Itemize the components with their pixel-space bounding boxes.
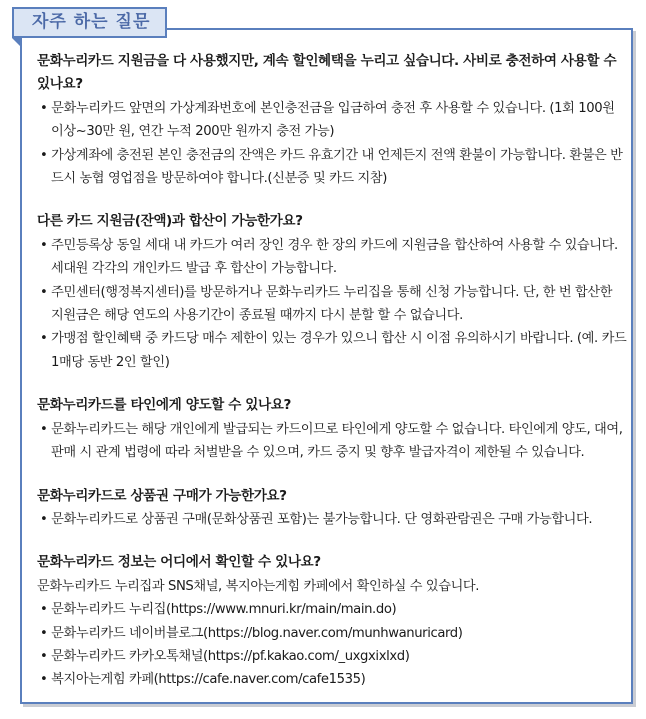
bullet-icon: • — [40, 648, 52, 664]
bullet-text: 문화누리카드로 상품권 구매(문화상품권 포함)는 불가능합니다. 단 영화관람권은 구매 가능합니다. — [51, 511, 593, 527]
faq-answer-bullet — [37, 234, 627, 281]
faq-answer-bullet — [37, 97, 627, 144]
bullet-text: 문화누리카드 누리집(https://www.mnuri.kr/main/main.do) — [51, 602, 397, 618]
faq-answer-bullet — [37, 598, 627, 621]
faq-item — [37, 485, 627, 532]
faq-question: 다른 카드 지원금(잔액)과 합산이 가능한가요? — [37, 213, 303, 230]
bullet-text: 문화누리카드는 해당 개인에게 발급되는 카드이므로 타인에게 양도할 수 없습니다. 타인에게 양도, 대여, 판매 시 관계 법령에 따라 처벌받을 수 있으며, 카드 중지 및 향후 발급자격이 제한될 수 있습니다. — [51, 421, 623, 461]
faq-item — [37, 551, 627, 691]
bullet-icon: • — [40, 331, 52, 347]
bullet-icon: • — [40, 147, 52, 163]
tab-fold-decoration — [12, 38, 20, 46]
faq-answer-bullet — [37, 418, 627, 465]
bullet-icon: • — [40, 421, 52, 437]
faq-content — [37, 50, 627, 712]
bullet-icon: • — [40, 237, 52, 253]
bullet-icon: • — [40, 100, 52, 116]
bullet-text: 문화누리카드 네이버블로그(https://blog.naver.com/munhwanuricard) — [51, 625, 463, 641]
faq-answer-bullet — [37, 645, 627, 668]
bullet-text: 가상계좌에 충전된 본인 충전금의 잔액은 카드 유효기간 내 언제든지 전액 환불이 가능합니다. 환불은 반드시 농협 영업점을 방문하여야 합니다.(신분증 및 카드 지참) — [51, 147, 623, 187]
bullet-icon: • — [40, 672, 52, 688]
faq-item — [37, 394, 627, 464]
faq-answer-bullet — [37, 622, 627, 645]
bullet-text: 문화누리카드 카카오톡채널(https://pf.kakao.com/_uxgxixlxd) — [51, 648, 410, 664]
faq-question: 문화누리카드로 상품권 구매가 가능한가요? — [37, 487, 287, 504]
bullet-text: 주민등록상 동일 세대 내 카드가 여러 장인 경우 한 장의 카드에 지원금을 합산하여 사용할 수 있습니다. 세대원 각각의 개인카드 발급 후 합산이 가능합니다. — [51, 237, 618, 277]
bullet-icon: • — [40, 284, 52, 300]
bullet-text: 가맹점 할인혜택 중 카드당 매수 제한이 있는 경우가 있으니 합산 시 이점 유의하시기 바랍니다. (예. 카드 1매당 동반 2인 할인) — [51, 331, 627, 370]
faq-answer-bullet — [37, 144, 627, 191]
bullet-text: 문화누리카드 앞면의 가상계좌번호에 본인충전금을 입금하여 충전 후 사용할 수 있습니다. (1회 100원 이상~30만 원, 연간 누적 200만 원까지 충전 가능) — [51, 100, 615, 140]
faq-question: 문화누리카드 정보는 어디에서 확인할 수 있나요? — [37, 554, 321, 571]
bullet-icon: • — [40, 511, 52, 527]
faq-answer-bullet — [37, 281, 627, 328]
bullet-text: 주민센터(행정복지센터)를 방문하거나 문화누리카드 누리집을 통해 신청 가능합니다. 단, 한 번 합산한 지원금은 해당 연도의 사용기간이 종료될 때까지 다시 분할 할 수 없습니다. — [51, 284, 613, 324]
faq-answer-bullet — [37, 327, 627, 374]
bullet-text: 복지아는게힘 카페(https://cafe.naver.com/cafe1535) — [51, 672, 366, 688]
faq-question: 문화누리카드를 타인에게 양도할 수 있나요? — [37, 397, 291, 414]
bullet-icon: • — [40, 602, 52, 618]
section-tab-title: 자주 하는 질문 — [12, 7, 167, 38]
bullet-icon: • — [40, 625, 52, 641]
faq-answer-bullet — [37, 668, 627, 691]
faq-answer-bullet — [37, 508, 627, 531]
faq-question: 문화누리카드 지원금을 다 사용했지만, 계속 할인혜택을 누리고 싶습니다. 사비로 충전하여 사용할 수 있나요? — [37, 53, 617, 93]
faq-item — [37, 50, 627, 190]
faq-item — [37, 210, 627, 374]
faq-intro: 문화누리카드 누리집과 SNS채널, 복지아는게힘 카페에서 확인하실 수 있습니다. — [37, 578, 480, 594]
